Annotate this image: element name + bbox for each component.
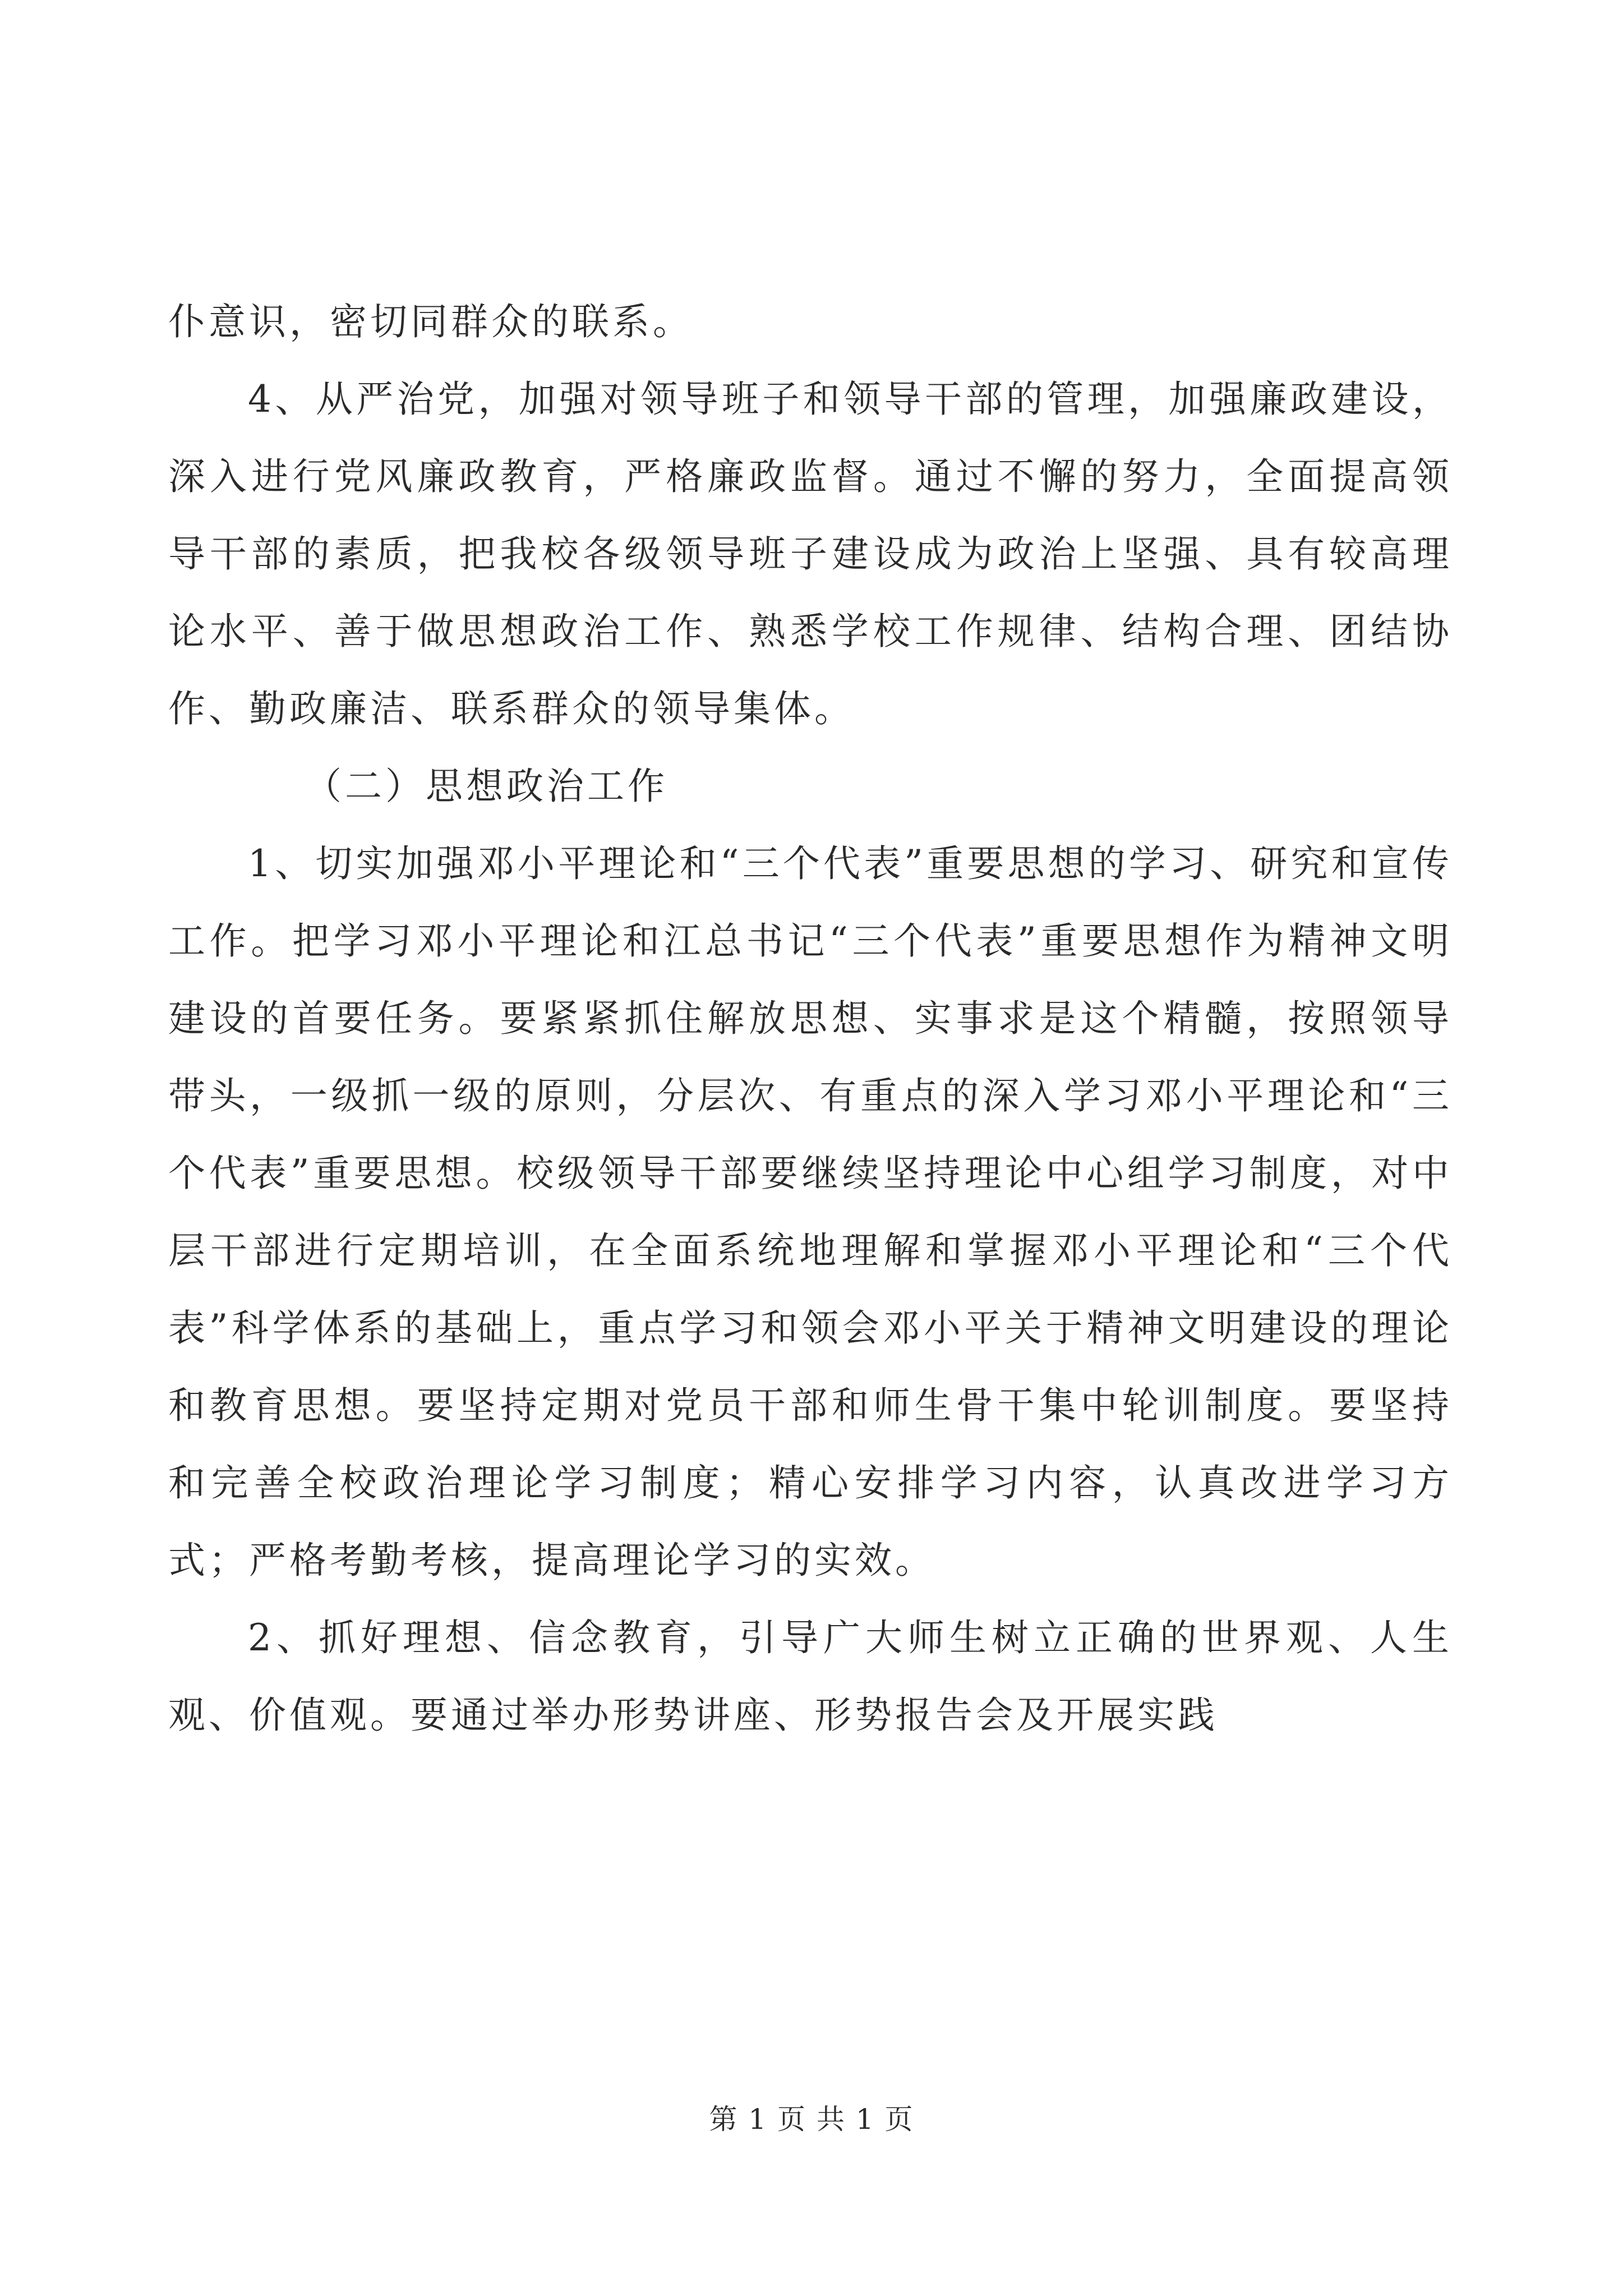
section-heading: （二）思想政治工作 bbox=[305, 765, 668, 808]
paragraph-continuation: 仆意识，密切同群众的联系。 bbox=[168, 300, 693, 343]
document-body bbox=[168, 283, 1453, 1754]
paragraph-item-2: 2、抓好理想、信念教育，引导广大师生树立正确的世界观、人生观、价值观。要通过举办形势讲座、形势报告会及开展实践 bbox=[168, 1616, 1453, 1737]
paragraph-item-4: 4、从严治党，加强对领导班子和领导干部的管理，加强廉政建设，深入进行党风廉政教育，严格廉政监督。通过不懈的努力，全面提高领导干部的素质，把我校各级领导班子建设成为政治上坚强、具有较高理论水平、善于做思想政治工作、熟悉学校工作规律、结构合理、团结协作、勤政廉洁、联系群众的领导集体。 bbox=[168, 378, 1453, 730]
paragraph-item-1: 1、切实加强邓小平理论和“三个代表”重要思想的学习、研究和宣传工作。把学习邓小平理论和江总书记“三个代表”重要思想作为精神文明建设的首要任务。要紧紧抓住解放思想、实事求是这个精髓，按照领导带头，一级抓一级的原则，分层次、有重点的深入学习邓小平理论和“三个代表”重要思想。校级领导干部要继续坚持理论中心组学习制度，对中层干部进行定期培训，在全面系统地理解和掌握邓小平理论和“三个代表”科学体系的基础上，重点学习和领会邓小平关于精神文明建设的理论和教育思想。要坚持定期对党员干部和师生骨干集中轮训制度。要坚持和完善全校政治理论学习制度；精心安排学习内容，认真改进学习方式；严格考勤考核，提高理论学习的实效。 bbox=[168, 842, 1453, 1582]
page-footer: 第 1 页 共 1 页 bbox=[709, 2103, 914, 2136]
